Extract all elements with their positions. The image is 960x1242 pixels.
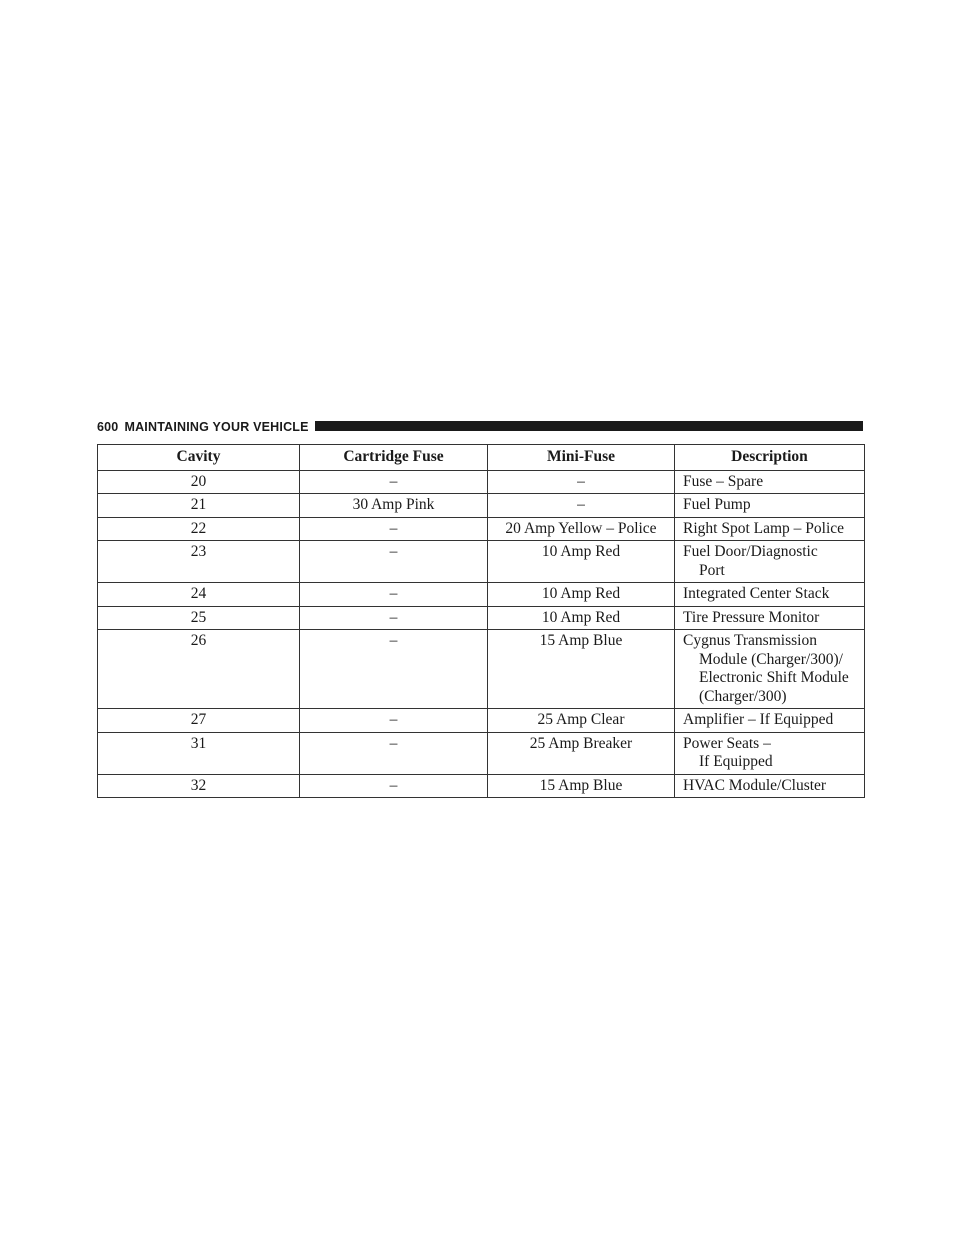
cavity-cell: 23 (98, 541, 300, 583)
table-row (98, 470, 865, 494)
cartridge-fuse-cell: 30 Amp Pink (300, 494, 488, 518)
description-line: Fuel Door/Diagnostic (683, 543, 818, 560)
cavity-cell: 27 (98, 709, 300, 733)
table-row (98, 732, 865, 774)
table-row (98, 709, 865, 733)
mini-fuse-cell: – (488, 470, 675, 494)
cavity-cell: 24 (98, 583, 300, 607)
description-cell (675, 541, 865, 583)
description-line: Port (699, 561, 725, 579)
description-cell (675, 630, 865, 709)
mini-fuse-cell: 15 Amp Blue (488, 774, 675, 798)
description-cell (675, 709, 865, 733)
description-cell (675, 494, 865, 518)
mini-fuse-cell: 25 Amp Clear (488, 709, 675, 733)
description-line: Cygnus Transmission (683, 632, 817, 649)
description-line: (Charger/300) (699, 687, 787, 705)
mini-fuse-cell: 10 Amp Red (488, 606, 675, 630)
column-header-cavity: Cavity (98, 445, 300, 471)
table-row (98, 630, 865, 709)
cartridge-fuse-cell: – (300, 541, 488, 583)
description-line: Integrated Center Stack (683, 585, 830, 602)
mini-fuse-cell: 10 Amp Red (488, 583, 675, 607)
cavity-cell: 26 (98, 630, 300, 709)
description-cell (675, 606, 865, 630)
cartridge-fuse-cell: – (300, 583, 488, 607)
description-line: Electronic Shift Module (699, 669, 849, 686)
table-row (98, 774, 865, 798)
description-cell (675, 583, 865, 607)
description-cell (675, 774, 865, 798)
description-cell (675, 517, 865, 541)
cartridge-fuse-cell: – (300, 774, 488, 798)
table-body (98, 470, 865, 798)
description-line: Right Spot Lamp – Police (683, 519, 845, 537)
cavity-cell: 32 (98, 774, 300, 798)
cartridge-fuse-cell: – (300, 709, 488, 733)
page-number: 600 (97, 420, 119, 434)
table-row (98, 541, 865, 583)
description-cell (675, 470, 865, 494)
mini-fuse-cell: – (488, 494, 675, 518)
table-row (98, 583, 865, 607)
mini-fuse-cell: 10 Amp Red (488, 541, 675, 583)
description-line: Tire Pressure Monitor (683, 608, 820, 626)
table-header-row (98, 445, 865, 471)
column-header-cartridge-fuse: Cartridge Fuse (300, 445, 488, 471)
description-line: Fuse – Spare (683, 472, 764, 490)
cartridge-fuse-cell: – (300, 517, 488, 541)
table-row (98, 517, 865, 541)
description-line: Power Seats – (683, 734, 771, 752)
fuse-table (97, 444, 865, 798)
mini-fuse-cell: 20 Amp Yellow – Police (488, 517, 675, 541)
section-title: MAINTAINING YOUR VEHICLE (124, 420, 309, 434)
cavity-cell: 25 (98, 606, 300, 630)
header-rule (315, 421, 863, 431)
cartridge-fuse-cell: – (300, 630, 488, 709)
description-line: HVAC Module/Cluster (683, 776, 827, 794)
cartridge-fuse-cell: – (300, 732, 488, 774)
cavity-cell: 21 (98, 494, 300, 518)
table-row (98, 606, 865, 630)
cartridge-fuse-cell: – (300, 606, 488, 630)
table-row (98, 494, 865, 518)
cavity-cell: 20 (98, 470, 300, 494)
mini-fuse-cell: 25 Amp Breaker (488, 732, 675, 774)
description-line: Amplifier – If Equipped (683, 711, 834, 728)
column-header-description: Description (675, 445, 865, 471)
description-cell (675, 732, 865, 774)
cavity-cell: 31 (98, 732, 300, 774)
column-header-mini-fuse: Mini-Fuse (488, 445, 675, 471)
cartridge-fuse-cell: – (300, 470, 488, 494)
page-header (97, 418, 863, 436)
description-line: Fuel Pump (683, 496, 751, 513)
mini-fuse-cell: 15 Amp Blue (488, 630, 675, 709)
description-line: Module (Charger/300)/ (699, 650, 843, 668)
cavity-cell: 22 (98, 517, 300, 541)
description-line: If Equipped (699, 753, 773, 770)
